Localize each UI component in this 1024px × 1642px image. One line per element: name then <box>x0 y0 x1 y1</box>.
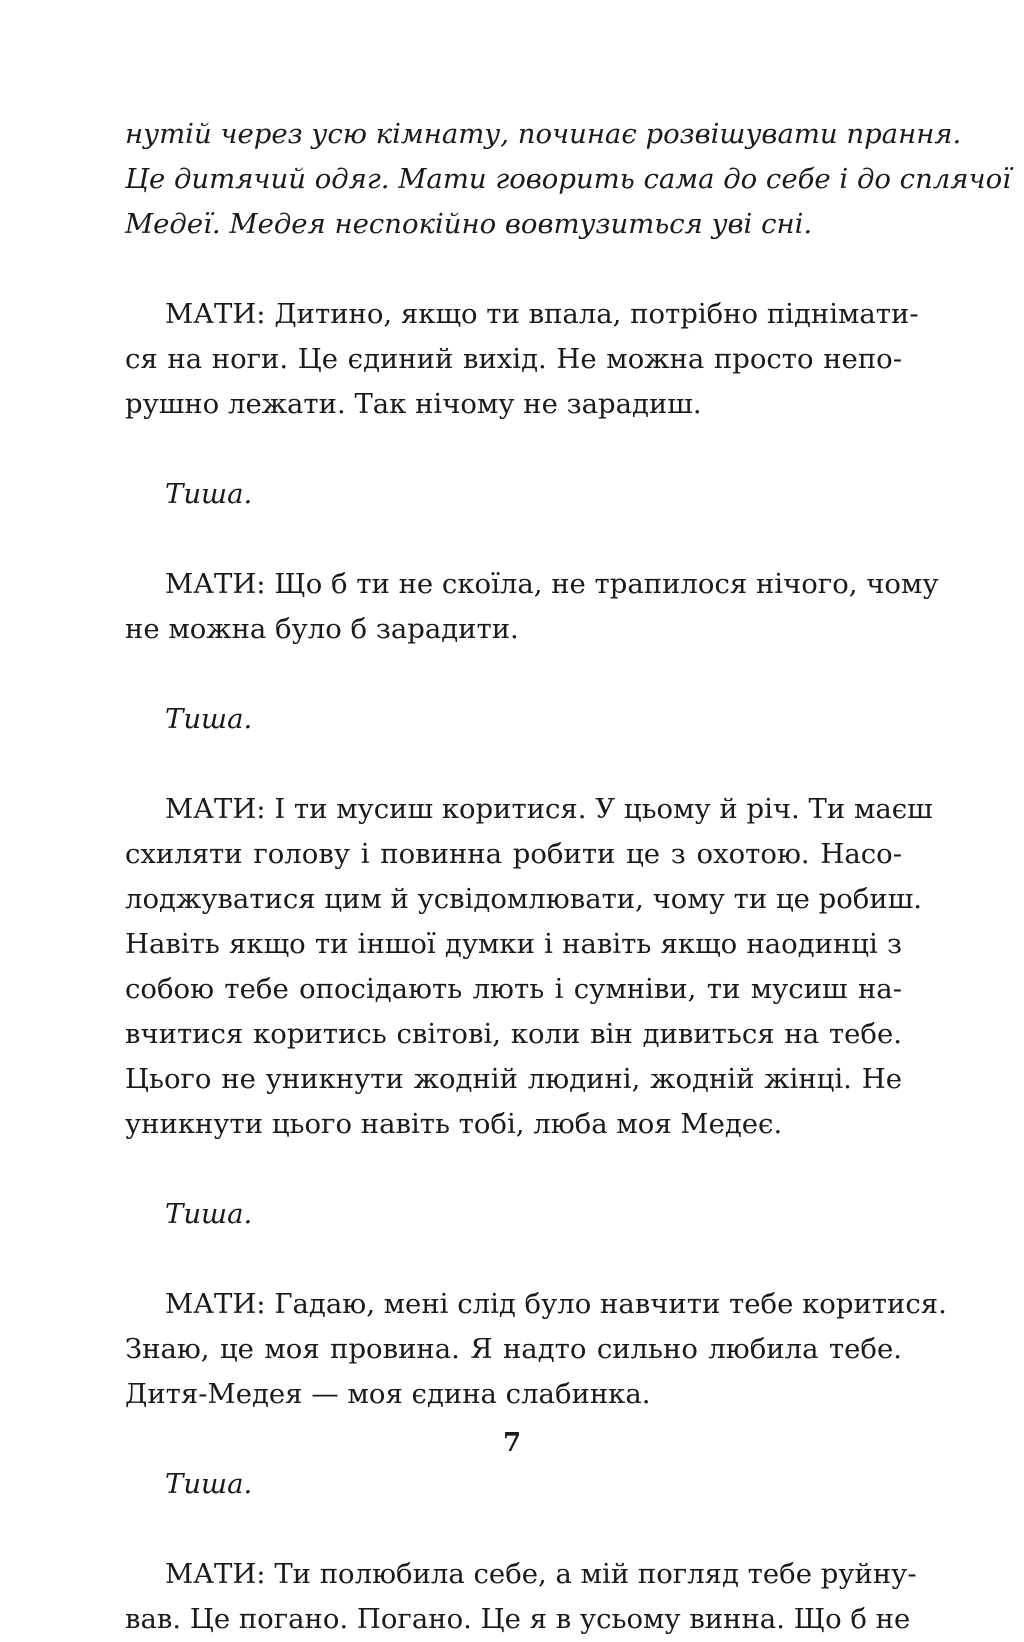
text-line: Навіть якщо ти іншої думки і навіть якщо наодинці з <box>125 928 902 960</box>
text-line: лоджуватися цим й усвідомлювати, чому ти це робиш. <box>125 883 923 915</box>
text-line: собою тебе опосідають лють і сумніви, ти мусиш на- <box>125 973 902 1005</box>
text-line: МАТИ: Що б ти не скоїла, не трапилося нічого, чому <box>165 568 939 600</box>
text-line: рушно лежати. Так нічому не зарадиш. <box>125 388 702 420</box>
paragraph-gap <box>125 517 902 562</box>
text-line: МАТИ: Гадаю, мені слід було навчити тебе коритися. <box>165 1288 947 1320</box>
text-line: вчитися коритись світові, коли він дивиться на тебе. <box>125 1018 902 1050</box>
text-line: вав. Це погано. Погано. Це я в усьому винна. Що б не <box>125 1603 911 1635</box>
text-line: МАТИ: Ти полюбила себе, а мій погляд тебе руйну- <box>165 1558 917 1590</box>
paragraph-gap <box>125 742 902 787</box>
paragraph-gap <box>125 427 902 472</box>
silence-direction: Тиша. <box>165 1468 253 1500</box>
paragraph-gap <box>125 1147 902 1192</box>
silence-direction: Тиша. <box>165 703 253 735</box>
page-number: 7 <box>502 1428 522 1458</box>
text-line: Знаю, це моя провина. Я надто сильно любила тебе. <box>125 1333 902 1365</box>
speech-paragraph <box>125 1552 917 1642</box>
speech-paragraph <box>125 562 939 652</box>
page-body <box>125 112 1011 1642</box>
text-line: не можна було б зарадити. <box>125 613 519 645</box>
text-line: уникнути цього навіть тобі, люба моя Медеє. <box>125 1108 783 1140</box>
silence-direction: Тиша. <box>165 478 253 510</box>
text-line: Дитя-Медея — моя єдина слабинка. <box>125 1378 651 1410</box>
text-line: схиляти голову і повинна робити це з охотою. Насо- <box>125 838 902 870</box>
text-line: МАТИ: І ти мусиш коритися. У цьому й річ. Ти маєш <box>165 793 933 825</box>
text-line: Цього не уникнути жодній людині, жодній жінці. Не <box>125 1063 902 1095</box>
paragraph-gap <box>125 652 902 697</box>
speech-paragraph <box>125 787 933 1147</box>
text-line: МАТИ: Дитино, якщо ти впала, потрібно піднімати- <box>165 298 919 330</box>
text-line: Це дитячий одяг. Мати говорить сама до себе і до сплячої <box>125 163 1011 195</box>
paragraph-gap <box>125 247 902 292</box>
text-line: ся на ноги. Це єдиний вихід. Не можна просто непо- <box>125 343 902 375</box>
text-line: нутій через усю кімнату, починає розвішувати прання. <box>125 118 962 150</box>
silence-direction: Тиша. <box>165 1198 253 1230</box>
speech-paragraph <box>125 292 919 427</box>
speech-paragraph <box>125 1282 947 1417</box>
stage-direction <box>125 112 1011 247</box>
paragraph-gap <box>125 1507 902 1552</box>
text-line: Медеї. Медея неспокійно вовтузиться уві сні. <box>125 208 813 240</box>
paragraph-gap <box>125 1237 902 1282</box>
